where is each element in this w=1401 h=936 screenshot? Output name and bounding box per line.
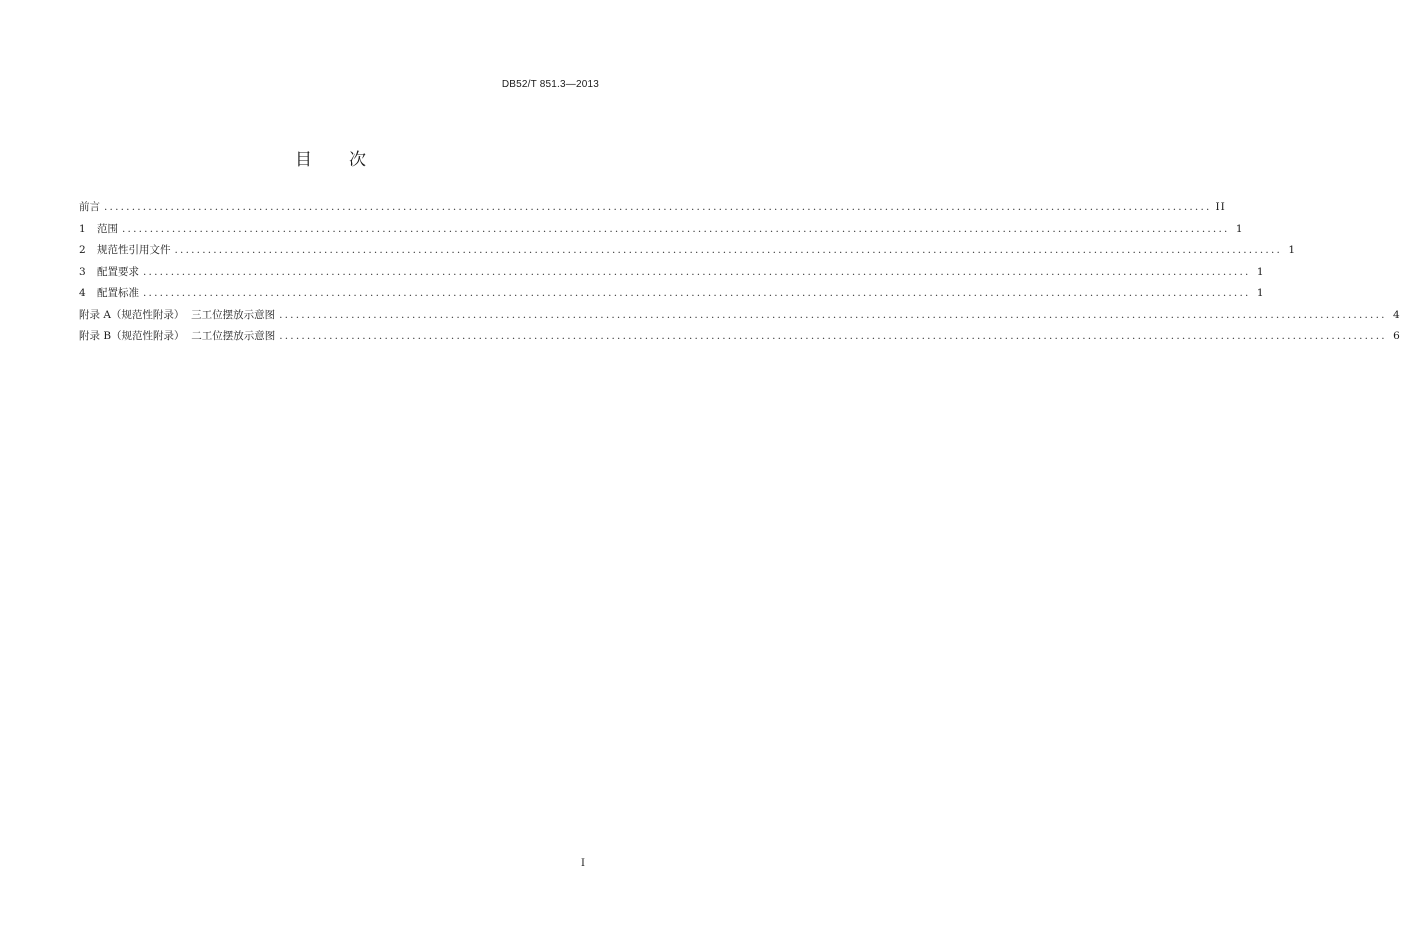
toc-leader-dots: ........................................................................................................................................................................................................ [143,287,1251,299]
toc-entry-scope[interactable] [79,221,1244,243]
toc-entry-number: 4 [79,287,86,299]
toc-entry-label: 附录 A（规范性附录） 三工位摆放示意图 [79,308,276,321]
toc-entry-label: 4 配置标准 [79,287,139,299]
toc-entry-page: 1 [1256,265,1265,278]
toc-entry-label: 3 配置要求 [79,265,139,278]
title-part-2: 次 [349,150,367,170]
toc-entry-normative-references[interactable] [79,242,1297,264]
toc-entry-number: 1 [79,222,86,235]
page-number: I [581,858,585,869]
toc-entry-page: 1 [1288,244,1297,256]
toc-entry-appendix-b[interactable] [79,328,1401,350]
toc-entry-page: 1 [1256,287,1265,299]
page-title [0,145,662,170]
toc-entry-label: 附录 B（规范性附录） 二工位摆放示意图 [79,330,276,342]
toc-leader-dots: ........................................................................................................................................................................................................ [122,222,1230,235]
toc-entry-page: II [1215,201,1226,213]
toc-entry-page: 6 [1393,330,1401,342]
title-part-1: 目 [295,150,313,170]
toc-entry-label: 1 范围 [79,222,118,235]
document-code: DB52/T 851.3—2013 [501,79,599,90]
toc-leader-dots: ........................................................................................................................................................................................................ [279,330,1387,342]
toc-entry-number: 2 [79,244,86,256]
toc-entry-page: 4 [1392,308,1401,321]
toc-leader-dots: ........................................................................................................................................................................................................ [279,308,1387,321]
toc-entry-label: 2 规范性引用文件 [79,244,171,256]
toc-leader-dots: ........................................................................................................................................................................................................ [104,201,1212,213]
toc-entry-page: 1 [1235,222,1244,235]
toc-entry-label: 前言 [79,201,100,213]
toc-entry-number: 3 [79,265,86,278]
toc-entry-foreword[interactable] [79,199,1226,221]
toc-entry-configuration-standards[interactable] [79,285,1265,307]
table-of-contents [79,199,1401,350]
toc-entry-configuration-requirements[interactable] [79,264,1265,286]
toc-entry-appendix-a[interactable] [79,307,1401,329]
toc-leader-dots: ........................................................................................................................................................................................................ [143,265,1251,278]
toc-leader-dots: ........................................................................................................................................................................................................ [174,244,1283,256]
